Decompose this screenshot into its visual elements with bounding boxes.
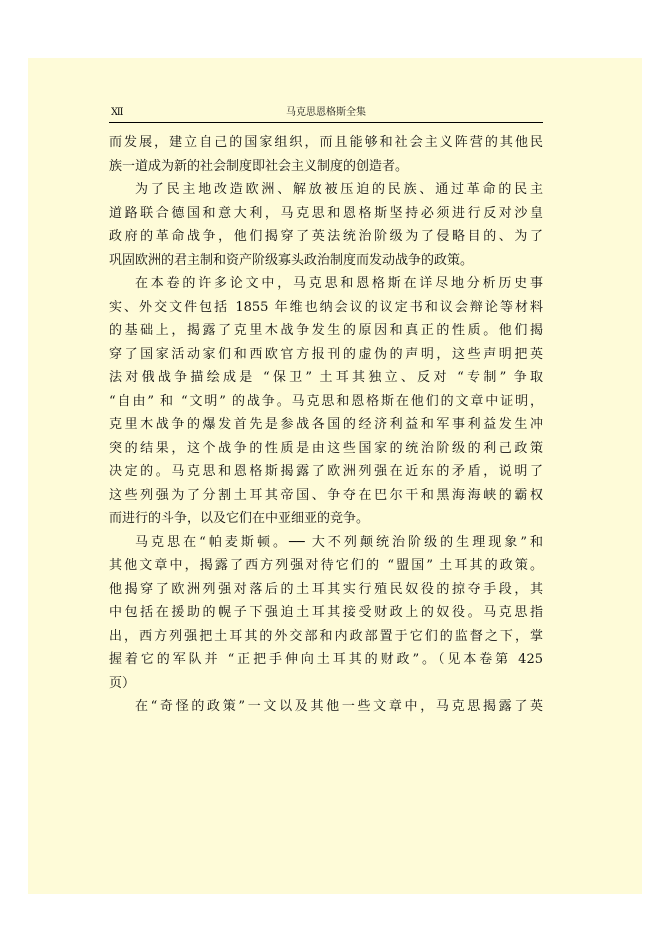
text-line: “自由” 和 “文明” 的战争。马克思和恩格斯在他们的文章中证明，: [109, 393, 543, 409]
text-line: 他揭穿了欧洲列强对落后的土耳其实行殖民奴役的掠夺手段，其: [109, 581, 543, 597]
text-line: 道路联合德国和意大利，马克思和恩格斯坚持必须进行反对沙皇: [109, 205, 543, 221]
page-number: Ⅻ: [111, 107, 124, 118]
text-line: 克里木战争的爆发首先是参战各国的经济利益和军事利益发生冲: [109, 417, 543, 432]
text-line: 这些列强为了分割土耳其帝国、争夺在巴尔干和黑海海峡的霸权: [109, 487, 543, 503]
text-line: 页）: [109, 675, 136, 691]
text-line: 而发展，建立自己的国家组织，而且能够和社会主义阵营的其他民: [109, 135, 543, 150]
text-line: 决定的。马克思和恩格斯揭露了欧洲列强在近东的矛盾，说明了: [109, 464, 543, 479]
text-line: 族一道成为新的社会制度即社会主义制度的创造者。: [109, 158, 409, 174]
running-title: 马克思恩格斯全集: [286, 107, 366, 118]
text-line: 其他文章中，揭露了西方列强对待它们的 “盟国” 土耳其的政策。: [109, 558, 543, 573]
text-line: 马克思在“帕麦斯顿。── 大不列颠统治阶级的生理现象”和: [135, 534, 543, 550]
text-line: 法对俄战争描绘成是 “保卫” 土耳其独立、反对 “专制” 争取: [109, 370, 543, 385]
text-line: 在“奇怪的政策”一文以及其他一些文章中，马克思揭露了英: [135, 699, 543, 714]
text-line: 中包括在援助的幌子下强迫土耳其接受财政上的奴役。马克思指: [109, 605, 543, 620]
text-line: 穿了国家活动家们和西欧官方报刊的虚伪的声明，这些声明把英: [109, 346, 543, 362]
text-line: 为了民主地改造欧洲、解放被压迫的民族、通过革命的民主: [135, 182, 543, 197]
text-line: 政府的革命战争，他们揭穿了英法统治阶级为了侵略目的、为了: [109, 229, 543, 244]
page-header: [109, 102, 543, 123]
text-line: 出，西方列强把土耳其的外交部和内政部置于它们的监督之下，掌: [109, 628, 543, 644]
text-line: 握着它的军队并 “正把手伸向土耳其的财政”。（见本卷第 425: [109, 652, 543, 667]
text-line: 实、外交文件包括 1855 年维也纳会议的议定书和议会辩论等材料: [109, 299, 543, 315]
text-line: 而进行的斗争，以及它们在中亚细亚的竞争。: [109, 511, 370, 526]
text-line: 在本卷的许多论文中，马克思和恩格斯在详尽地分析历史事: [135, 276, 543, 291]
text-line: 的基础上，揭露了克里木战争发生的原因和真正的性质。他们揭: [109, 323, 543, 338]
text-line: 巩固欧洲的君主制和资产阶级寡头政治制度而发动战争的政策。: [109, 252, 474, 268]
text-line: 突的结果，这个战争的性质是由这些国家的统治阶级的利己政策: [109, 440, 543, 456]
body-text: [109, 131, 543, 719]
